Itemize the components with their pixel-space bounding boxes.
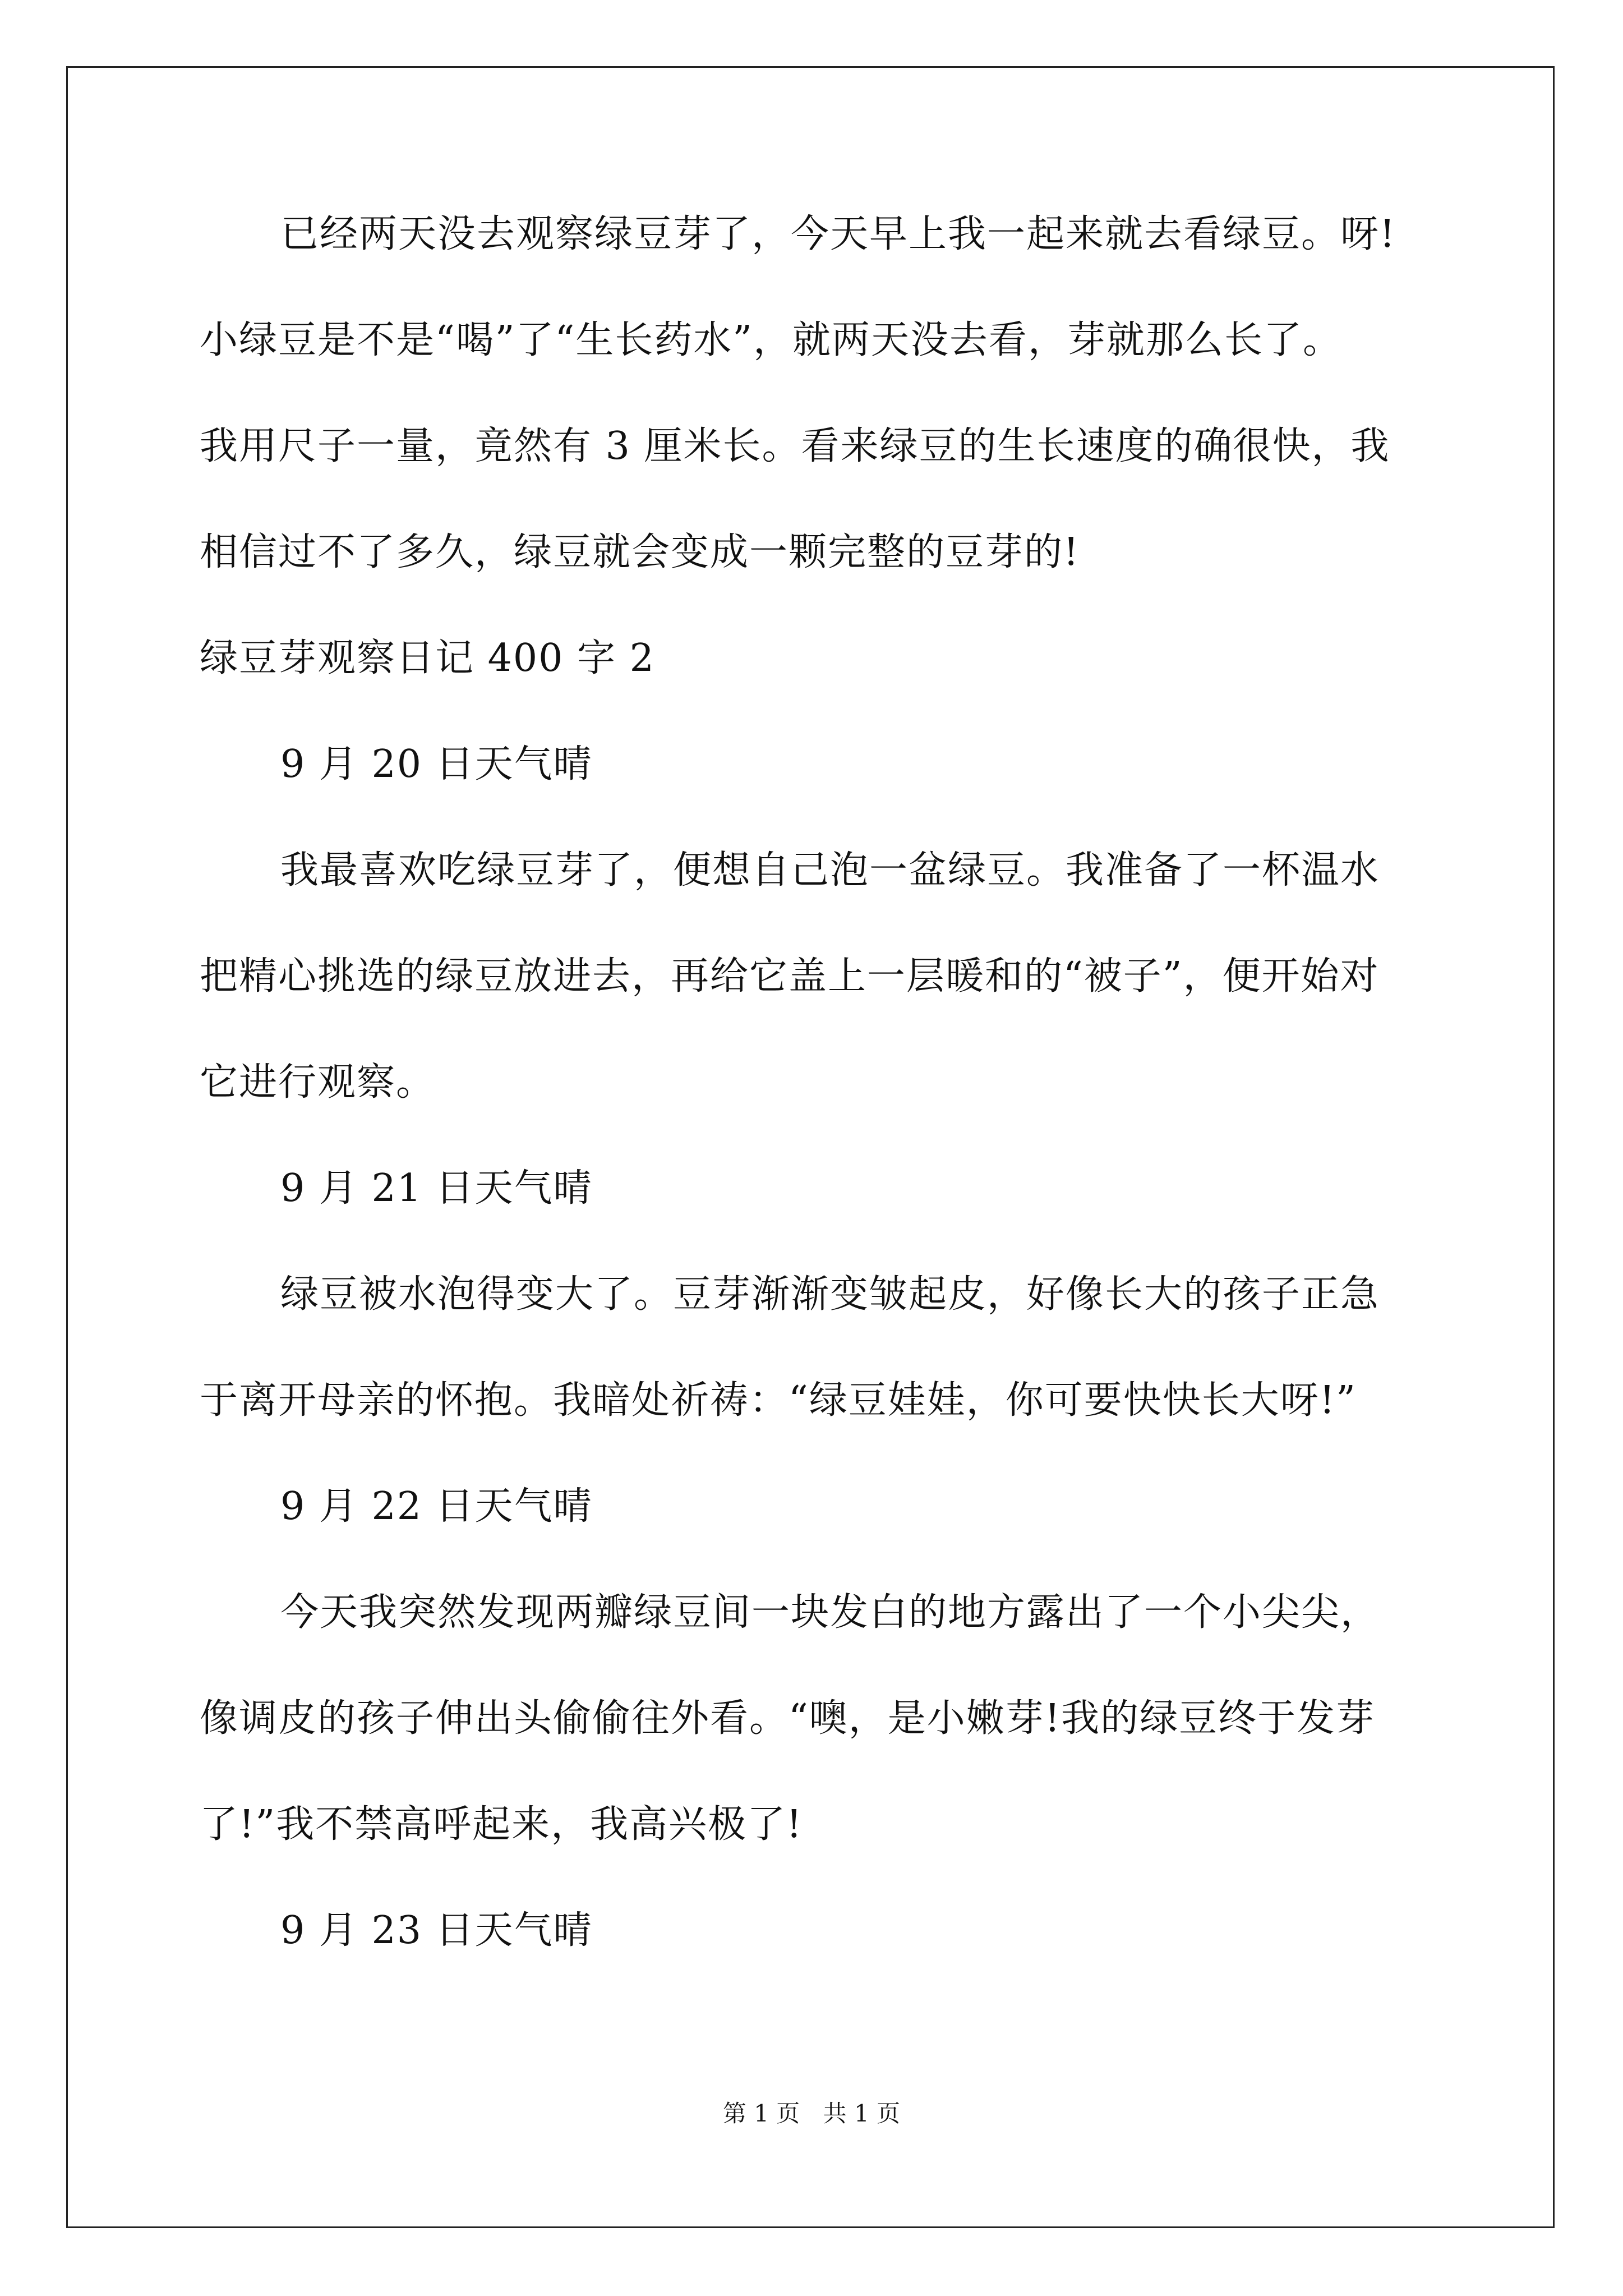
- page-number-current: 第 1 页: [722, 2100, 800, 2127]
- date-line: 9 月 23 日天气晴: [280, 1908, 593, 1953]
- paragraph-line: 把精心挑选的绿豆放进去，再给它盖上一层暖和的“被子”，便开始对: [200, 954, 1380, 999]
- paragraph-line: 像调皮的孩子伸出头偷偷往外看。“噢，是小嫩芽!我的绿豆终于发芽: [200, 1696, 1376, 1741]
- paragraph-line: 于离开母亲的怀抱。我暗处祈祷：“绿豆娃娃，你可要快快长大呀!”: [200, 1378, 1357, 1423]
- page-footer: [0, 2097, 1623, 2131]
- paragraph-line: 绿豆被水泡得变大了。豆芽渐渐变皱起皮，好像长大的孩子正急: [280, 1272, 1380, 1317]
- paragraph-line: 今天我突然发现两瓣绿豆间一块发白的地方露出了一个小尖尖，: [280, 1590, 1380, 1635]
- date-line: 9 月 20 日天气晴: [280, 742, 593, 786]
- date-line: 9 月 22 日天气晴: [280, 1484, 593, 1529]
- page-number-total: 共 1 页: [823, 2100, 901, 2127]
- section-heading: 绿豆芽观察日记 400 字 2: [200, 636, 655, 680]
- paragraph-line: 了!”我不禁高呼起来，我高兴极了!: [200, 1802, 803, 1847]
- paragraph-line: 相信过不了多久，绿豆就会变成一颗完整的豆芽的!: [200, 530, 1080, 574]
- paragraph-line: 它进行观察。: [200, 1060, 436, 1105]
- paragraph-line: 小绿豆是不是“喝”了“生长药水”，就两天没去看，芽就那么长了。: [200, 318, 1343, 362]
- paragraph-line: 我最喜欢吃绿豆芽了，便想自己泡一盆绿豆。我准备了一杯温水: [280, 848, 1380, 892]
- paragraph-line: 我用尺子一量，竟然有 3 厘米长。看来绿豆的生长速度的确很快，我: [200, 424, 1390, 468]
- date-line: 9 月 21 日天气晴: [280, 1166, 593, 1211]
- paragraph-line: 已经两天没去观察绿豆芽了，今天早上我一起来就去看绿豆。呀!: [280, 212, 1396, 256]
